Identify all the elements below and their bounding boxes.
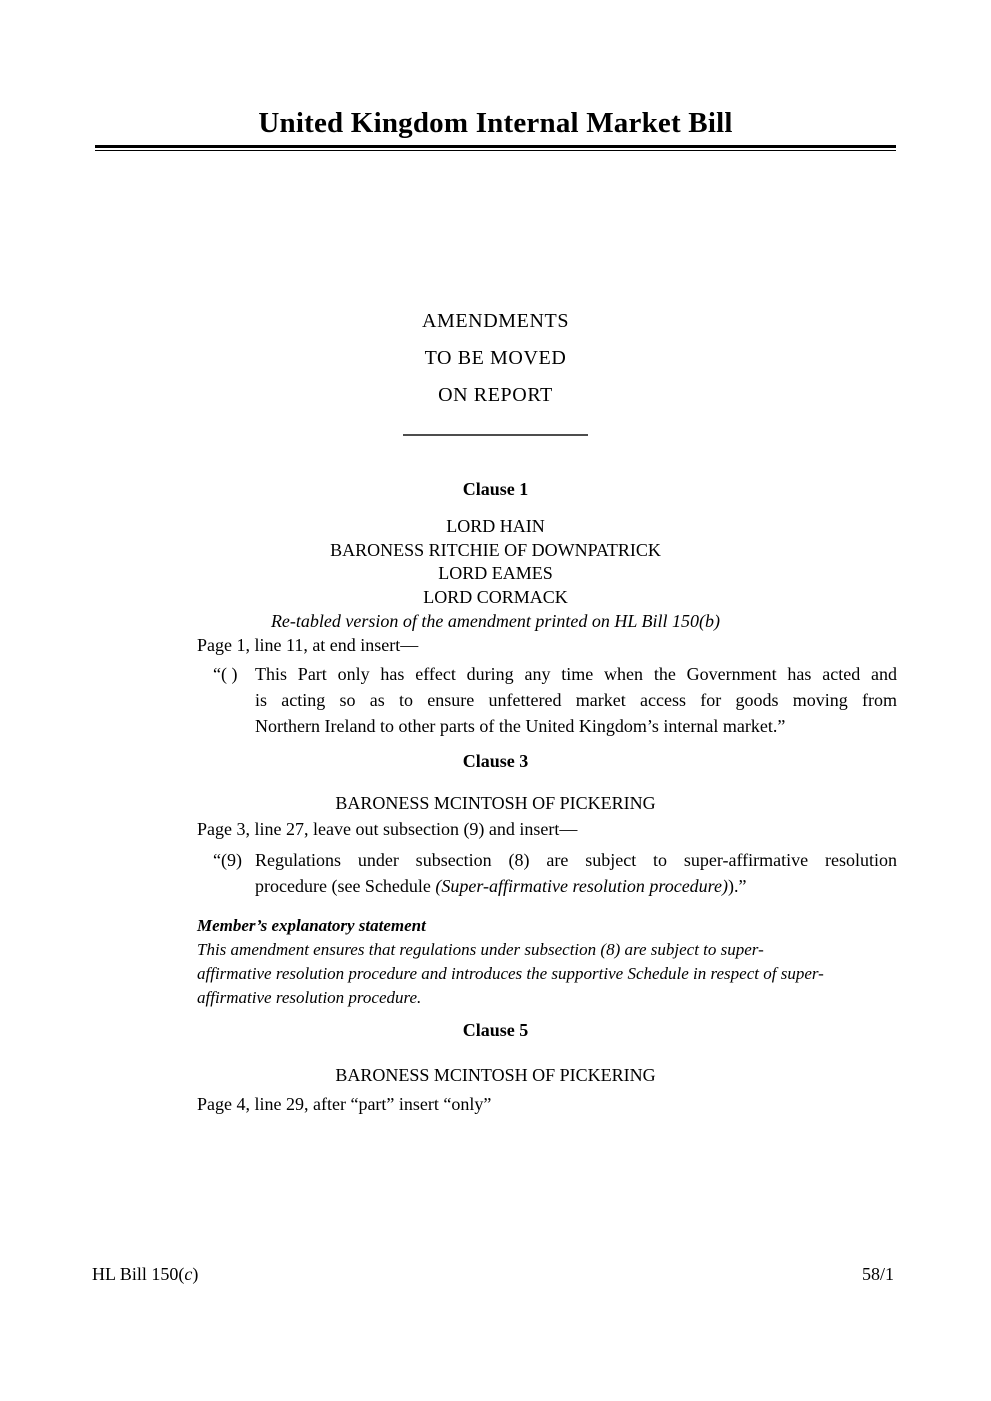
quote-marker: “(9) [213, 850, 242, 870]
amendments-heading-line-2: TO BE MOVED [424, 347, 567, 369]
quote-line-roman: procedure (see Schedule [255, 876, 436, 896]
explanatory-statement-label: Member’s explanatory statement [197, 916, 426, 935]
amendments-heading-line-1: AMENDMENTS [421, 310, 570, 332]
clause-3-sponsor: BARONESS MCINTOSH OF PICKERING [335, 793, 656, 813]
explanatory-statement [197, 914, 897, 1010]
bill-title: United Kingdom Internal Market Bill [258, 107, 733, 139]
title-double-rule [95, 145, 896, 151]
quote-marker: “( ) [213, 664, 238, 684]
sponsor-name: LORD CORMACK [423, 586, 568, 607]
footer-amendment-number: 58/1 [861, 1264, 894, 1284]
quote-line: This Part only has effect during any time when the Government has acted and [255, 664, 897, 684]
footer-bill-number-close: ) [192, 1264, 199, 1284]
footer-bill-number-italic: c [184, 1264, 193, 1284]
clause-3-amendment-instruction: Page 3, line 27, leave out subsection (9) and insert— [197, 819, 578, 839]
clause-3-amendment-quote [213, 847, 897, 899]
footer-bill-number [92, 1262, 198, 1286]
clause-1-heading: Clause 1 [462, 479, 529, 499]
quote-line [255, 873, 897, 899]
explanatory-statement-line: affirmative resolution procedure and introduces the supportive Schedule in respect of super- [197, 964, 824, 983]
quote-line-roman: ).” [728, 876, 747, 896]
sponsor-name: BARONESS RITCHIE OF DOWNPATRICK [330, 539, 661, 560]
clause-5-sponsor: BARONESS MCINTOSH OF PICKERING [335, 1065, 656, 1085]
explanatory-statement-line: This amendment ensures that regulations under subsection (8) are subject to super- [197, 940, 764, 959]
clause-5-amendment-instruction: Page 4, line 29, after “part” insert “only” [197, 1094, 492, 1114]
explanatory-statement-line: affirmative resolution procedure. [197, 988, 422, 1007]
page-footer [92, 1262, 894, 1286]
clause-1-amendment-instruction: Page 1, line 11, at end insert— [197, 635, 419, 655]
re-tabled-note: Re-tabled version of the amendment printed on HL Bill 150(b) [270, 611, 721, 631]
amendments-heading [0, 303, 991, 414]
sponsor-name: LORD HAIN [446, 516, 545, 536]
clause-1-sponsors [0, 515, 991, 609]
clause-3-heading: Clause 3 [462, 751, 529, 771]
section-divider-rule [403, 434, 588, 436]
quote-line: Northern Ireland to other parts of the United Kingdom’s internal market.” [255, 716, 786, 736]
schedule-title-italic: (Super-affirmative resolution procedure) [435, 876, 729, 896]
footer-bill-number-text: HL Bill 150( [92, 1264, 185, 1284]
quote-line: is acting so as to ensure unfettered market access for goods moving from [255, 690, 897, 710]
amendments-heading-line-3: ON REPORT [438, 384, 553, 406]
quote-line: Regulations under subsection (8) are subject to super-affirmative resolution [255, 850, 897, 870]
clause-1-amendment-quote [213, 661, 897, 739]
sponsor-name: LORD EAMES [438, 563, 553, 583]
clause-5-heading: Clause 5 [462, 1020, 529, 1040]
